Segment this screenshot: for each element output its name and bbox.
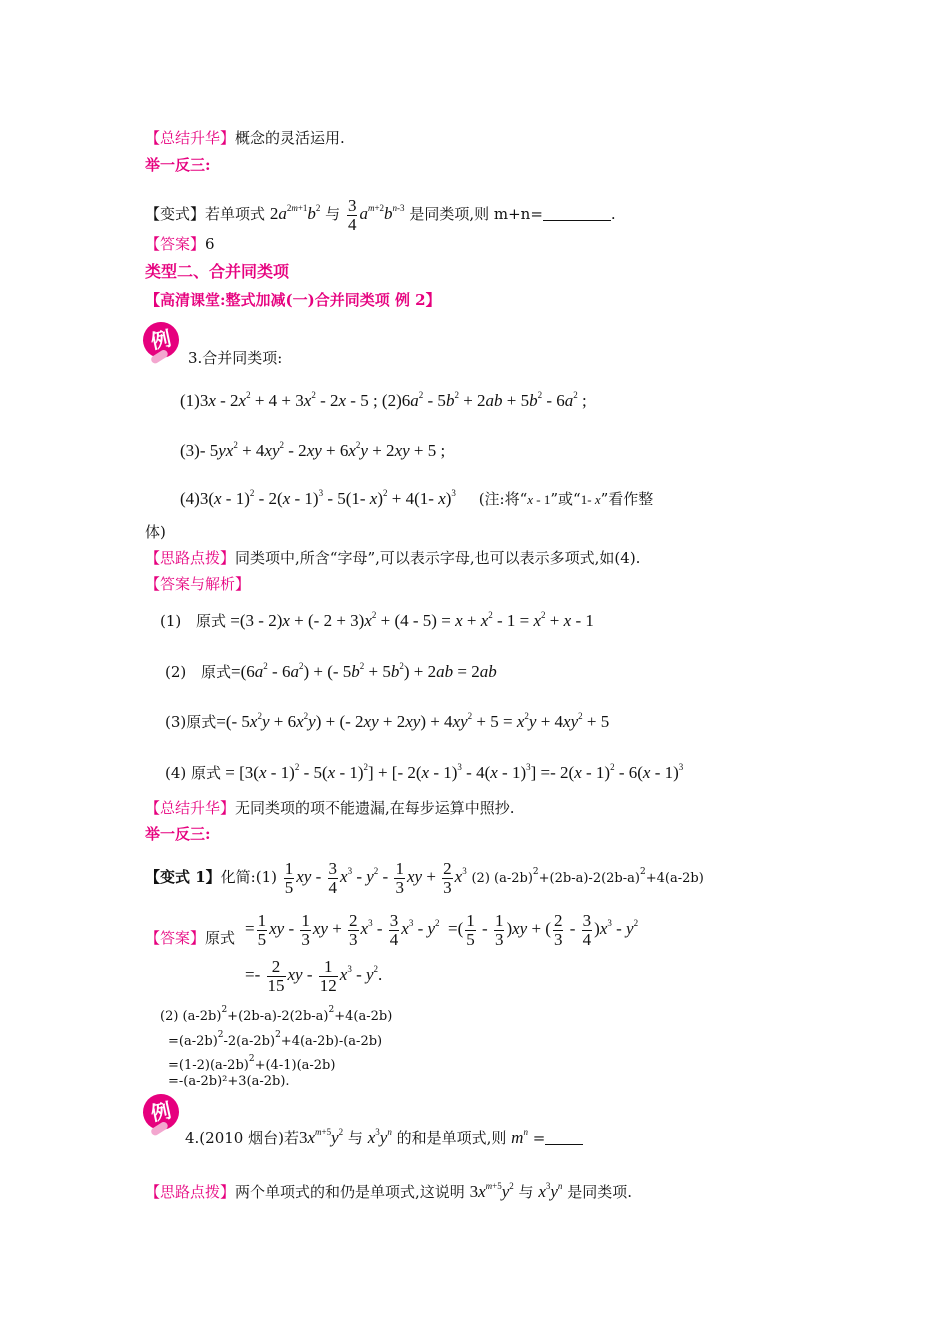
- problem-1-2: $(1)3x - 2x^2 + 4 + 3x^2 - 2x - 5$ ; $(2)6a^2 - 5b^2 + 2ab + 5b^2 - 6a^2$ ;: [180, 390, 587, 410]
- answer-2-yuanshi: 原式: [205, 929, 236, 947]
- juyi-heading-2: 举一反三:: [145, 825, 211, 843]
- note-text-3: ”看作整: [600, 490, 654, 508]
- hint-tag-2: 【思路点拨】: [145, 1183, 236, 1201]
- example-4-text: 4.(2010 烟台)若: [185, 1129, 299, 1147]
- answer-value: 6: [205, 235, 215, 253]
- hint-tag: 【思路点拨】: [145, 549, 236, 567]
- summary-text-2: 无同类项的项不能遗漏,在每步运算中照抄.: [235, 799, 515, 817]
- variant-text: 若单项式: [205, 205, 266, 223]
- example-4-text-2: 的和是单项式,则: [396, 1129, 507, 1147]
- variant-and: 与: [325, 205, 341, 223]
- summary-text: 概念的灵活运用.: [235, 129, 345, 147]
- step-2-0: (2) $(a-2b)^2+(2b-a)-2(2b-a)^2+4(a-2b)$: [160, 1005, 393, 1024]
- answer-blank-2: [545, 1130, 583, 1145]
- example-4-and: 与: [347, 1129, 363, 1147]
- sol-3-label: (3)原式: [165, 713, 217, 731]
- sol-1-label: (1): [160, 612, 182, 630]
- answer-2-step-1: = $\frac{1}{5}$ xy - $\frac{1}{3}$ xy + $\frac{2}{3}$ $x^3$ - $\frac{3}{4}$ $x^3 - y^2$ =( $\frac{1}{5}$ - $\frac{1}{3}$ )xy + ( $\frac{2}{3}$ - $\frac{3}{4}$ )$x^3 - y^2$: [245, 910, 639, 949]
- hint-2-and: 与: [518, 1183, 534, 1201]
- variant-1-text: 化简:(1): [220, 868, 277, 886]
- variant-text-end: 是同类项,则 m+n=: [409, 205, 543, 223]
- variant-1-part2b: +(2b-a)-2(2b-a): [538, 871, 640, 886]
- solution-2: (2) 原式$=(6a^2 - 6a^2)$ + (- $5b^2 + 5b^2) + 2ab = 2ab$: [165, 661, 497, 681]
- step-2-3: =-(a-2b)²+3(a-2b).: [168, 1074, 290, 1089]
- variant-1-part2c: +4(a-2b): [645, 871, 704, 886]
- hint-line-2: 【思路点拨】两个单项式的和仍是单项式,这说明 $3x^{m+5}y^2$ 与 $x^3y^n$ 是同类项.: [145, 1181, 632, 1201]
- answer-blank: [543, 206, 611, 221]
- variant-1-line: 【变式 1】化简:(1) $\frac{1}{5}$ xy - $\frac{3}{4}$ $x^3 - y^2$ - $\frac{1}{3}$ xy + $\frac{2}{3}$ $x^3$ (2) $(a-2b)^2+(2b-a)-2(2b-a)^2+4(a-2b)$: [145, 858, 704, 897]
- example-badge-2: 例: [140, 1091, 183, 1134]
- variant-line: 【变式】若单项式 $2a^{2m+1}b^2$ 与 $\frac{3}{4}$ $a^{m+2}b^{n-3}$ 是同类项,则 m+n= .: [145, 195, 616, 234]
- step-2-1: $=(a-2b)^2-2(a-2b)^2+4(a-2b)-(a-2b)$: [168, 1030, 383, 1049]
- note-text-2: ”或“: [550, 490, 581, 508]
- monomial-1: $2a^{2m+1}b^2$: [269, 203, 321, 223]
- sol-2-label: (2): [165, 663, 187, 681]
- problem-3: (3)- $5yx^2 + 4xy^2 - 2xy + 6x^2y + 2xy + 5$ ;: [180, 440, 446, 460]
- solution-3: (3)原式=(- $5x^2y + 6x^2y$) + (- $2xy + 2xy) + 4xy^2 + 5 = x^2y + 4xy^2 + 5$: [165, 711, 610, 731]
- hint-2-end: 是同类项.: [567, 1183, 632, 1201]
- answer-tag: 【答案】: [145, 235, 206, 253]
- answer-line-1: [145, 234, 215, 254]
- variant-1-tag: 【变式 1】: [145, 868, 221, 886]
- answer-2-step-2: =- $\frac{2}{15}$ xy - $\frac{1}{12}$ $x^3 - y^2$.: [245, 956, 383, 995]
- hd-class-link: 【高清课堂:整式加减(一)合并同类项 例 2】: [145, 291, 441, 309]
- variant-1-part2: (2) (a-2b): [471, 871, 533, 886]
- problem-4: (4)3(x - 1)$^2$ - 2(x - 1)$^3$ - 5(1- x)$^2$ + 4(1- x)$^3$ (注:将“x - 1”或“1- x”看作整: [180, 488, 654, 508]
- hint-text-2: 两个单项式的和仍是单项式,这说明: [235, 1183, 465, 1201]
- juyi-heading-1: 举一反三:: [145, 156, 211, 174]
- type2-heading: 类型二、合并同类项: [145, 262, 290, 281]
- hint-text: 同类项中,所含“字母”,可以表示字母,也可以表示多项式,如(4).: [235, 549, 641, 567]
- summary-tag: 【总结升华】: [145, 129, 236, 147]
- example-badge: 例: [140, 319, 183, 362]
- summary-line-2: [145, 798, 515, 818]
- monomial-2: $\frac{3}{4}$ $a^{m+2}b^{n-3}$: [347, 195, 405, 234]
- step-2-2: $=(1-2)(a-2b)^2+(4-1)(a-2b)$: [168, 1054, 336, 1073]
- summary-tag-2: 【总结升华】: [145, 799, 236, 817]
- note-continued: 体): [145, 523, 166, 541]
- solution-4: (4) 原式 = [3(x - 1)$^2$ - 5(x - 1)$^2$] + [- 2(x - 1)$^3$ - 4(x - 1)$^3$] =- 2(x - 1)$^2$ - 6(x - 1)$^3$: [165, 762, 684, 782]
- note-text: (注:将“: [478, 490, 528, 508]
- hint-line: [145, 548, 640, 568]
- answer-2-label: [145, 928, 235, 948]
- sol-4-label: (4): [165, 764, 187, 782]
- variant-tag: 【变式】: [145, 205, 206, 223]
- summary-line-1: [145, 128, 345, 148]
- solution-1: (1) 原式 =(3 - 2)x + (- $2 + 3)x^2 + (4 - 5) = x + x^2 - 1 = x^2 + x - 1$: [160, 610, 594, 630]
- example-3-title: 3.合并同类项:: [188, 349, 283, 367]
- answer-analysis-tag: 【答案与解析】: [145, 575, 251, 593]
- example-4-line: 4.(2010 烟台)若$3x^{m+5}y^2$ 与 $x^3y^n$ 的和是单项式,则 $m^n$ =: [185, 1122, 583, 1148]
- answer-2-tag: 【答案】: [145, 929, 206, 947]
